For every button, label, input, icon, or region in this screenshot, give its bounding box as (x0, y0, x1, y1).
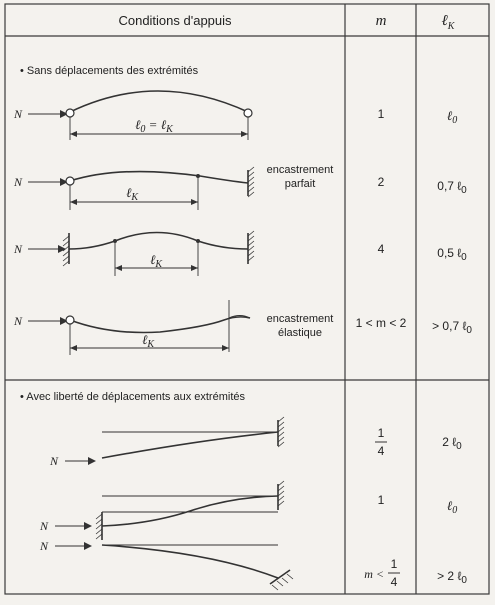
force-label: N (40, 519, 49, 533)
force-label: N (14, 107, 23, 121)
deflected-beam (102, 545, 278, 578)
lk-value-row-6: ℓ$_0$ (446, 498, 458, 516)
deflected-beam (102, 432, 278, 458)
svg-text:4: 4 (377, 444, 385, 458)
arrowhead-icon (84, 542, 92, 550)
m-value-row-1: 1 (377, 107, 385, 121)
header-lk: ℓ$_K$ (441, 13, 455, 32)
svg-text:1: 1 (377, 426, 385, 440)
deflected-beam (102, 496, 278, 526)
lk-value-row-3: 0,5 ℓ$_0$ (437, 246, 467, 263)
dimension-label: ℓ$_K$ (126, 185, 139, 203)
svg-text:4: 4 (390, 575, 398, 589)
diagram-row-7 (39, 539, 293, 590)
deflected-beam (70, 317, 250, 333)
m-value-row-2: 2 (377, 175, 385, 189)
note-line-1: encastrement (266, 313, 334, 325)
deflected-beam (69, 233, 248, 250)
lk-value-row-2: 0,7 ℓ$_0$ (437, 179, 467, 196)
m-value-row-6: 1 (377, 493, 385, 507)
section-title-no-displacement: • Sans déplacements des extrémités (20, 65, 199, 77)
deflected-beam (70, 172, 248, 183)
diagram-row-6 (39, 481, 284, 540)
diagram-row-1 (13, 91, 252, 140)
lk-value-row-1: ℓ$_0$ (446, 108, 458, 126)
svg-text:1: 1 (390, 557, 398, 571)
force-label: N (40, 539, 49, 553)
dimension-label: ℓ$_0$ = ℓ$_K$ (135, 117, 173, 135)
header-m: m (375, 13, 387, 29)
note-line-2: parfait (284, 178, 316, 190)
inflection-point (113, 239, 117, 243)
inflection-point (196, 239, 200, 243)
m-value-row-5 (375, 426, 387, 458)
diagram-row-3 (13, 231, 254, 276)
force-label: N (50, 454, 59, 468)
lk-value-row-5: 2 ℓ$_0$ (442, 435, 462, 452)
pin-support-icon (66, 177, 74, 185)
dimension-label: ℓ$_K$ (150, 252, 163, 270)
inflection-point (196, 174, 200, 178)
m-value-row-7 (364, 557, 400, 589)
diagram-row-4 (13, 300, 333, 355)
lk-value-row-4: > 0,7 ℓ$_0$ (432, 319, 472, 336)
deflected-beam (70, 91, 248, 112)
force-label: N (14, 314, 23, 328)
lk-value-row-7: > 2 ℓ$_0$ (437, 569, 467, 586)
m-value-row-4: 1 < m < 2 (355, 316, 407, 330)
arrowhead-icon (88, 457, 96, 465)
pin-support-icon (66, 316, 74, 324)
force-label: N (14, 175, 23, 189)
header-conditions: Conditions d'appuis (118, 13, 232, 28)
diagram-row-2 (13, 164, 333, 210)
arrowhead-icon (84, 522, 92, 530)
force-label: N (14, 242, 23, 256)
m-value-row-3: 4 (377, 242, 385, 256)
section-title-free-displacement: • Avec liberté de déplacements aux extrémités (20, 391, 245, 403)
pin-support-icon (66, 109, 74, 117)
svg-text:m <: m < (364, 567, 384, 581)
diagram-row-5 (49, 417, 284, 468)
note-line-2: élastique (277, 327, 323, 339)
dimension-label: ℓ$_K$ (142, 332, 155, 350)
pin-support-icon (244, 109, 252, 117)
note-line-1: encastrement (266, 164, 334, 176)
